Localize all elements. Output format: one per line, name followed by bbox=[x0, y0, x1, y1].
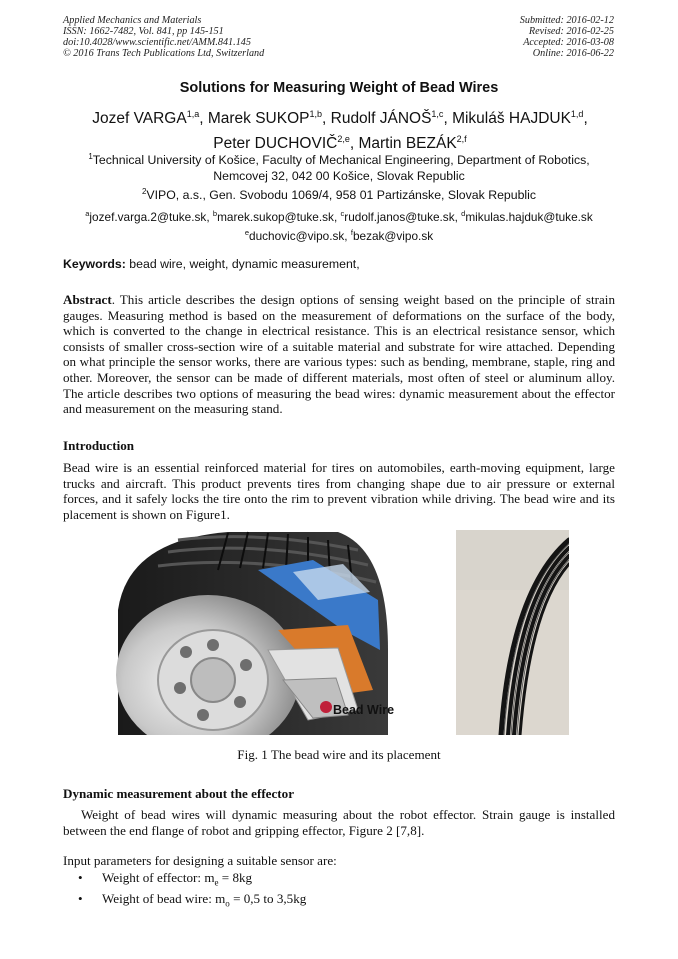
parameter-list bbox=[78, 870, 306, 912]
author: Marek SUKOP$^{1,b}$ bbox=[207, 109, 322, 128]
affiliation-1: $^1$Technical University of Košice, Faculty of Mechanical Engineering, Department of Robotics, Nemcovej 32, 042 00 Košice, Slovak Republic bbox=[88, 152, 590, 184]
email-link[interactable]: jozef.varga.2@tuke.sk bbox=[89, 209, 207, 224]
author: Jozef VARGA$^{1,a}$ bbox=[92, 109, 200, 128]
introduction-heading: Introduction bbox=[63, 438, 135, 453]
input-intro: Input parameters for designing a suitable sensor are: bbox=[63, 853, 337, 868]
submitted-date: Submitted: 2016-02-12 bbox=[519, 15, 614, 26]
tire-illustration bbox=[108, 530, 398, 735]
author: Mikuláš HAJDUK$^{1,d}$ bbox=[452, 109, 584, 128]
accepted-date: Accepted: 2016-03-08 bbox=[523, 37, 614, 48]
journal-name: Applied Mechanics and Materials bbox=[63, 15, 202, 26]
email-link[interactable]: rudolf.janos@tuke.sk bbox=[344, 209, 455, 224]
copyright: © 2016 Trans Tech Publications Ltd, Switzerland bbox=[63, 48, 265, 59]
keywords-text: bead wire, weight, dynamic measurement, bbox=[129, 257, 360, 271]
bead-wire-marker bbox=[320, 701, 332, 713]
list-item: • Weight of effector: $m_e = 8kg$ bbox=[78, 870, 306, 891]
abstract bbox=[63, 292, 615, 417]
revised-date: Revised: 2016-02-25 bbox=[528, 26, 614, 37]
list-item: • Weight of bead wire: $m_o = 0,5$ to 3,5kg bbox=[78, 891, 306, 912]
author: Peter DUCHOVIČ$^{2,e}$ bbox=[213, 134, 350, 153]
bead-wire-illustration bbox=[456, 530, 569, 735]
figure-caption: Fig. 1 The bead wire and its placement bbox=[237, 747, 441, 762]
dates-info bbox=[394, 15, 614, 59]
online-date: Online: 2016-06-22 bbox=[532, 48, 614, 59]
bullet-icon: • bbox=[78, 891, 83, 907]
tire-cutaway-image bbox=[108, 530, 398, 735]
abstract-label: Abstract bbox=[63, 292, 112, 307]
email-link[interactable]: marek.sukop@tuke.sk bbox=[217, 209, 334, 224]
email-list: $^a$jozef.varga.2@tuke.sk, $^b$marek.sukop@tuke.sk, $^c$rudolf.janos@tuke.sk, $^d$mikulas.hajduk@tuke.sk $^e$duchovic@vipo.sk, $^f$bezak@vipo.sk bbox=[85, 209, 593, 243]
issn: ISSN: 1662-7482, Vol. 841, pp 145-151 bbox=[63, 26, 224, 37]
affiliation-2: $^2$VIPO, a.s., Gen. Svobodu 1069/4, 958 01 Partizánske, Slovak Republic bbox=[141, 187, 537, 203]
bullet-icon: • bbox=[78, 870, 83, 885]
paper-title: Solutions for Measuring Weight of Bead Wires bbox=[179, 80, 499, 96]
keywords bbox=[63, 257, 360, 271]
email-link[interactable]: bezak@vipo.sk bbox=[352, 228, 434, 243]
introduction-text: Bead wire is an essential reinforced material for tires on automobiles, earth-moving equipment, large trucks and aircraft. This product prevents tires from changing shape due to air pressure or external forces, and it safely locks the tire onto the rim to prevent vibration while driving. The bead wire and its placement is shown on Figure1. bbox=[63, 460, 615, 522]
abstract-text: . This article describes the design options of sensing weight based on the principle of strain gauges. Measuring method is based on the measurement of deformations on the surface of the body, which is converted to the change in electrical resistance. This is an electrical resistance sensor, which consists of smaller cross-section wire of a suitable material and substrate for wire attached. Depending on what principle the sensor works, there are various types: such as bending, membrane, staple, ring and other. Moreover, the sensor can be made of different materials, most often of steel or aluminum alloy. The article describes two options of measuring the bead wires: dynamic measurement about the effector and measurement on the measuring stand. bbox=[63, 292, 615, 417]
bead-wire-photo bbox=[456, 530, 569, 735]
author: Rudolf JÁNOŠ$^{1,c}$ bbox=[330, 109, 444, 128]
dynamic-text: Weight of bead wires will dynamic measuring about the robot effector. Strain gauge is installed between the end flange of robot and gripping effector, Figure 2 [7,8]. bbox=[63, 807, 615, 838]
journal-info bbox=[63, 15, 363, 59]
keywords-label: Keywords: bbox=[63, 257, 126, 271]
email-link[interactable]: duchovic@vipo.sk bbox=[249, 228, 345, 243]
dynamic-heading: Dynamic measurement about the effector bbox=[63, 786, 295, 801]
author-list: Jozef VARGA$^{1,a}$, Marek SUKOP$^{1,b}$, Rudolf JÁNOŠ$^{1,c}$, Mikuláš HAJDUK$^{1,d}$, Peter DUCHOVIČ$^{2,e}$, Martin BEZÁK$^{2,f}$ bbox=[92, 109, 588, 153]
author: Martin BEZÁK$^{2,f}$ bbox=[358, 134, 467, 153]
doi: doi:10.4028/www.scientific.net/AMM.841.145 bbox=[63, 37, 251, 48]
email-link[interactable]: mikulas.hajduk@tuke.sk bbox=[465, 209, 593, 224]
bead-wire-label: Bead Wire bbox=[333, 703, 395, 717]
